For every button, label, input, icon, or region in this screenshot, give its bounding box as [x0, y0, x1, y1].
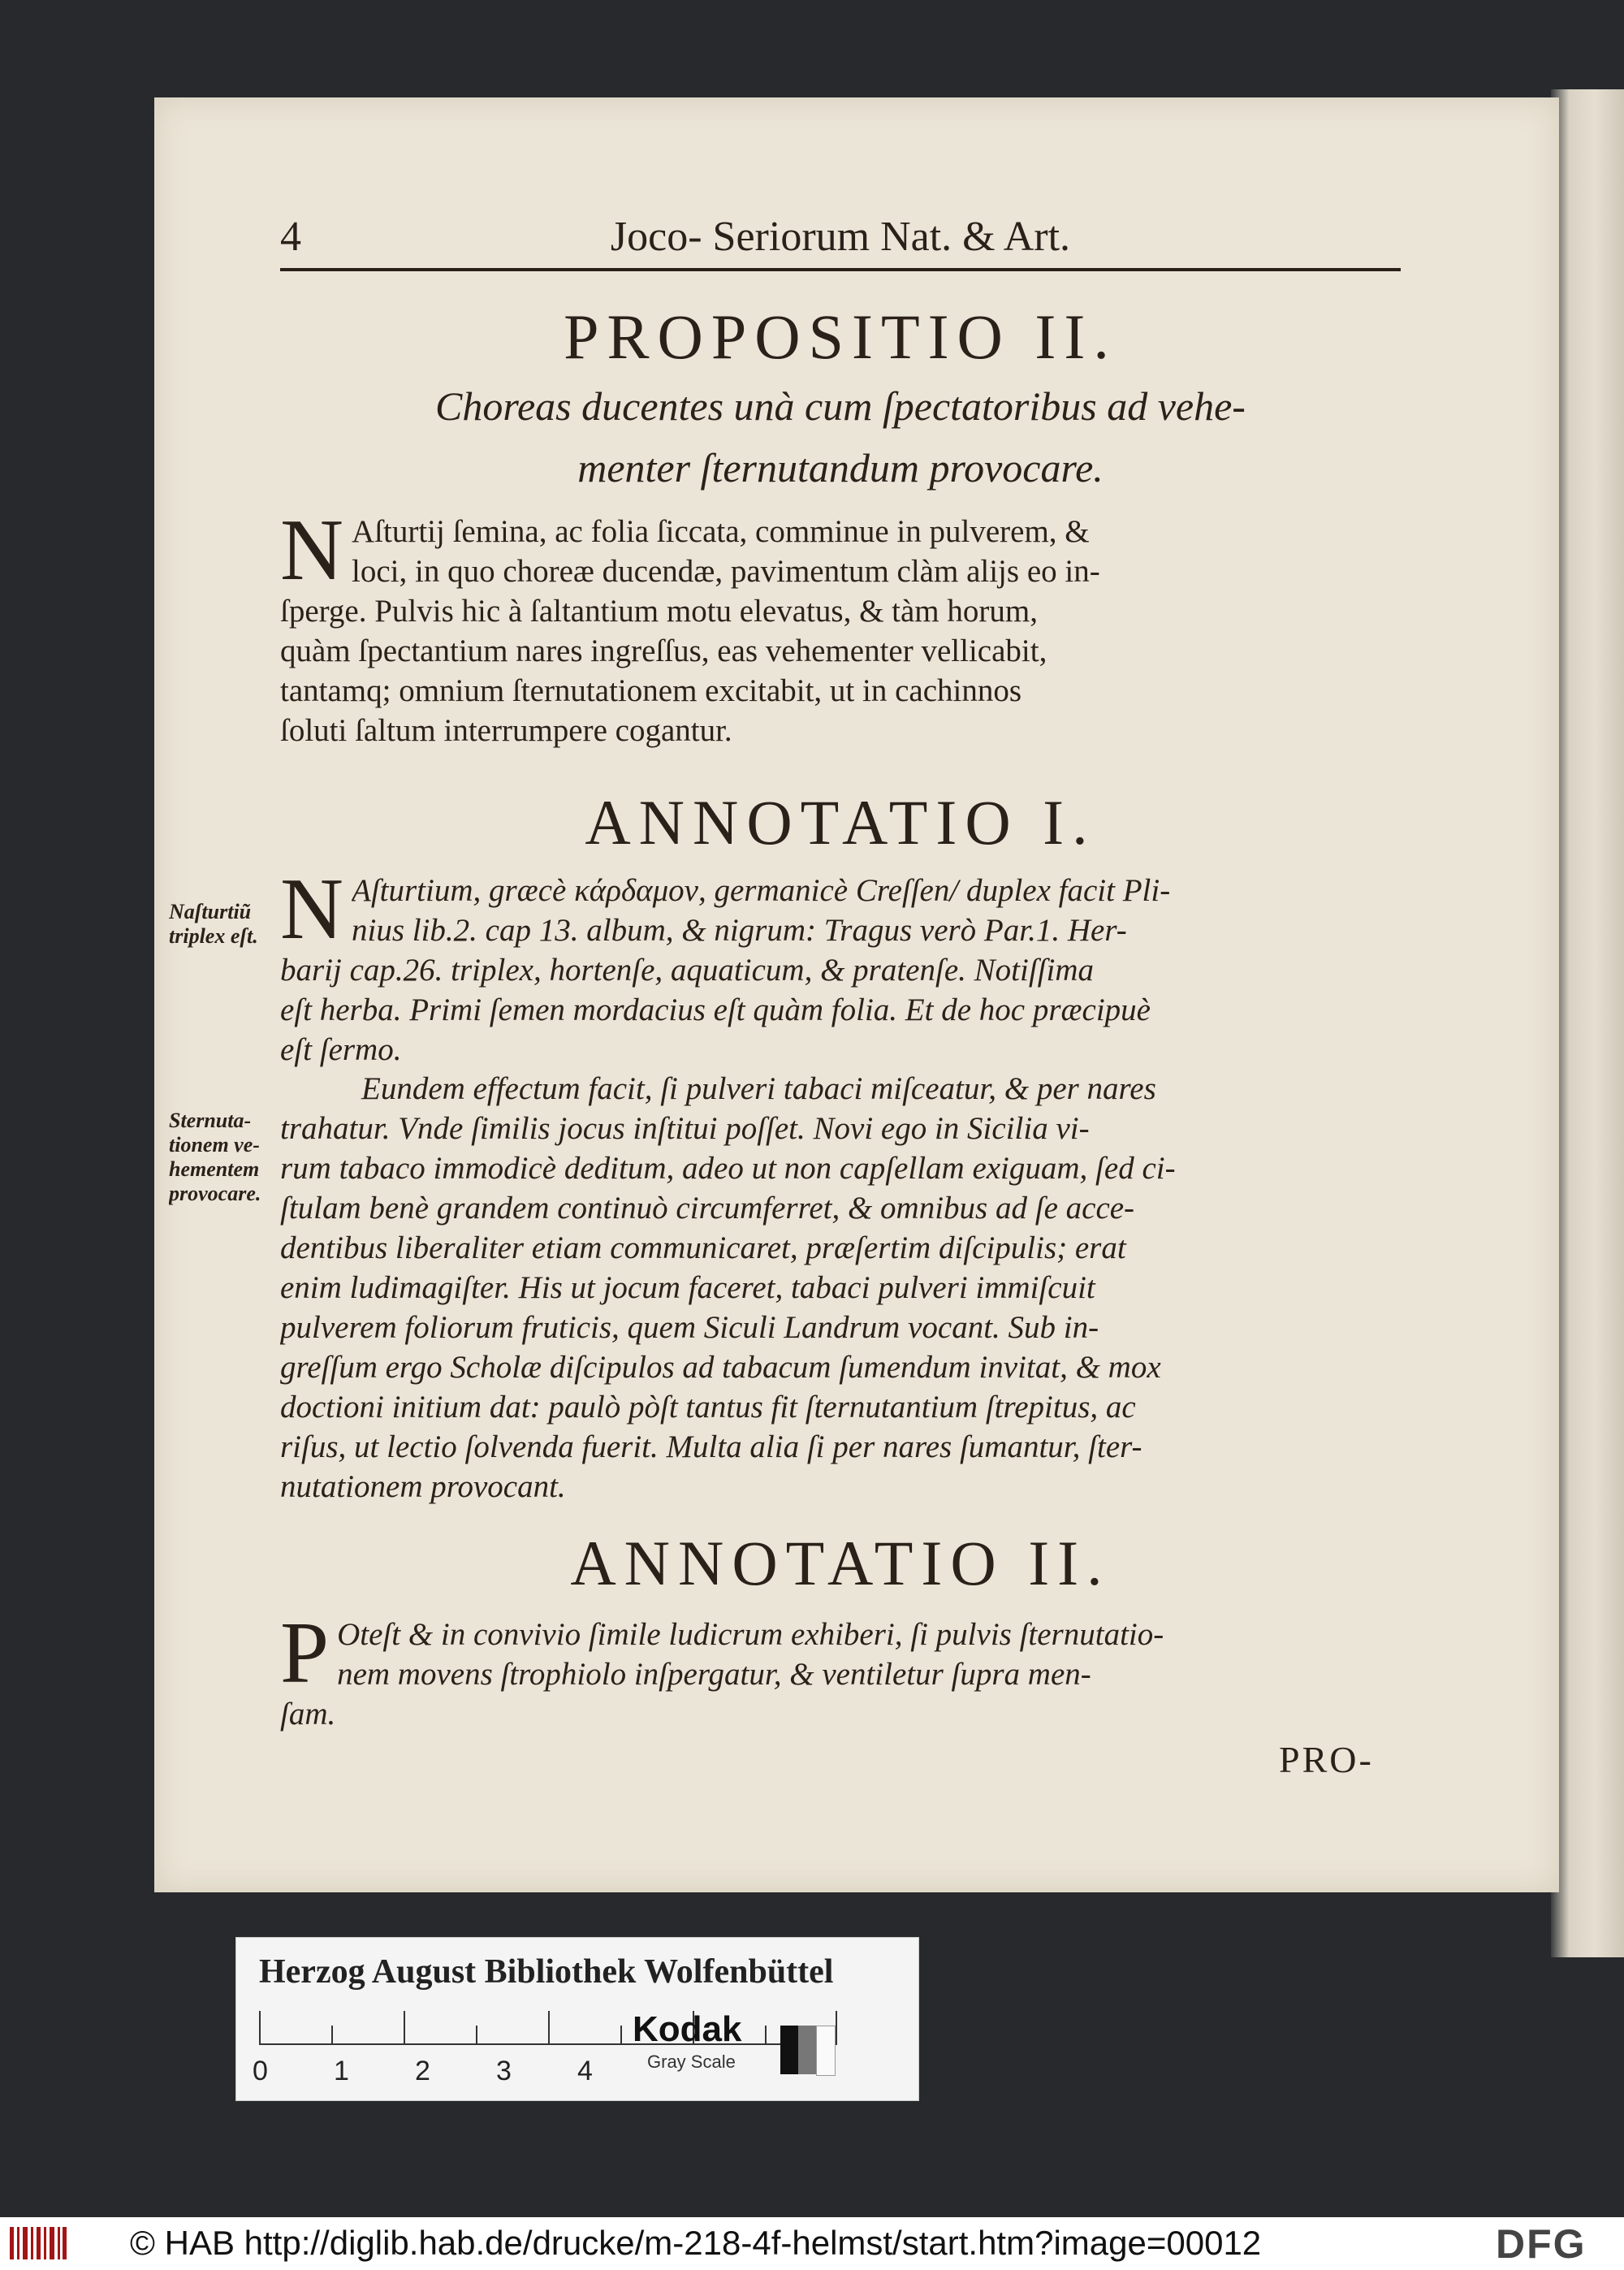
text-line: pulverem foliorum fruticis, quem Siculi Landrum vocant. Sub in-	[280, 1310, 1099, 1345]
ruler-tick	[765, 2026, 767, 2043]
facing-page-edge	[1551, 89, 1624, 1957]
subtitle-line: Choreas ducentes unà cum ſpectatoribus ad vehe-	[435, 383, 1246, 429]
text-line: Oteſt & in convivio ſimile ludicrum exhiberi, ſi pulvis ſternutatio-	[337, 1617, 1164, 1652]
margin-note-line: triplex eſt.	[169, 924, 258, 948]
ruler-number: 3	[496, 2056, 512, 2086]
ruler-number: 2	[415, 2056, 430, 2086]
gray-swatch-black	[780, 2026, 798, 2074]
text-line: nem movens ſtrophiolo inſpergatur, & ventiletur ſupra men-	[337, 1657, 1091, 1692]
margin-note-nasturtium	[169, 900, 291, 949]
propositio-subtitle	[280, 375, 1401, 499]
margin-note-line: Sternuta-	[169, 1109, 252, 1132]
annotatio-2-heading: ANNOTATIO II.	[570, 1528, 1111, 1598]
text-line: dentibus liberaliter etiam communicaret, præſertim diſcipulis; erat	[280, 1230, 1126, 1265]
text-line: quàm ſpectantium nares ingreſſus, eas vehementer vellicabit,	[280, 633, 1047, 668]
color-target-card	[235, 1937, 919, 2101]
text-line: Eundem effectum facit, ſi pulveri tabaci miſceatur, & per nares	[361, 1071, 1156, 1106]
copyright-url[interactable]: © HAB http://diglib.hab.de/drucke/m-218-4f-helmst/start.htm?image=00012	[130, 2224, 1262, 2262]
margin-note-line: tionem ve-	[169, 1133, 260, 1157]
text-line: trahatur. Vnde ſimilis jocus inſtitui poſſet. Novi ego in Sicilia vi-	[280, 1111, 1090, 1146]
text-line: barij cap.26. triplex, hortenſe, aquaticum, & pratenſe. Notiſſima	[280, 953, 1094, 988]
ruler-number: 0	[253, 2056, 268, 2086]
ruler-tick	[548, 2011, 550, 2043]
margin-note-line: provocare.	[169, 1182, 261, 1205]
ruler-number: 1	[334, 2056, 349, 2086]
dropcap: N	[280, 502, 343, 599]
dfg-logo: DFG	[1496, 2221, 1587, 2267]
text-line: enim ludimagiſter. His ut jocum faceret, tabaci pulveri immiſcuit	[280, 1270, 1095, 1305]
ruler-tick	[836, 2011, 837, 2043]
text-line: Aſturtium, græcè κάρδαμον, germanicè Creſſen/ duplex facit Pli-	[352, 873, 1171, 908]
catchword: PRO-	[1279, 1739, 1374, 1780]
ruler-number: 4	[577, 2056, 593, 2086]
ruler-tick	[404, 2011, 405, 2043]
ruler-tick	[331, 2026, 333, 2043]
ruler-tick	[620, 2026, 622, 2043]
margin-note-line: hementem	[169, 1157, 260, 1181]
gray-scale-label: Gray Scale	[647, 2052, 736, 2072]
text-line: nutationem provocant.	[280, 1469, 566, 1504]
dropcap: P	[280, 1605, 330, 1701]
library-name: Herzog August Bibliothek Wolfenbüttel	[259, 1953, 834, 1991]
annotatio-1-para-1	[280, 861, 1401, 1070]
ruler-tick	[476, 2026, 477, 2043]
page-number: 4	[280, 214, 301, 260]
text-line: ſam.	[280, 1697, 336, 1732]
gray-swatch-white	[816, 2026, 836, 2076]
text-line: nius lib.2. cap 13. album, & nigrum: Tragus verò Par.1. Her-	[352, 913, 1127, 948]
annotatio-1-para-2	[280, 1069, 1401, 1507]
dropcap: N	[280, 861, 343, 958]
page-header	[280, 213, 1401, 270]
text-line: rum tabaco immodicè deditum, adeo ut non capſellam exiguam, ſed ci-	[280, 1151, 1176, 1186]
subtitle-line: menter ſternutandum provocare.	[577, 445, 1104, 491]
propositio-text	[280, 502, 1401, 750]
kodak-logo: Kodak	[633, 2009, 742, 2049]
text-line: riſus, ut lectio ſolvenda fuerit. Multa alia ſi per nares ſumantur, ſter-	[280, 1429, 1142, 1464]
text-line: ſtulam benè grandem continuò circumferret, & omnibus ad ſe acce-	[280, 1191, 1135, 1226]
text-line: eſt ſermo.	[280, 1032, 402, 1067]
text-line: ſperge. Pulvis hic à ſaltantium motu elevatus, & tàm horum,	[280, 594, 1038, 629]
running-head: Joco- Seriorum Nat. & Art.	[610, 214, 1071, 260]
text-line: loci, in quo choreæ ducendæ, pavimentum clàm alijs eo in-	[352, 554, 1100, 589]
measurement-ruler	[259, 2011, 837, 2045]
footer-bar	[0, 2217, 1624, 2270]
gray-swatch-mid	[798, 2026, 816, 2074]
margin-note-sternutationem	[169, 1109, 291, 1206]
text-line: ſoluti ſaltum interrumpere cogantur.	[280, 713, 732, 748]
barcode-icon	[10, 2227, 67, 2259]
text-line: greſſum ergo Scholæ diſcipulos ad tabacum ſumendum invitat, & mox	[280, 1350, 1161, 1385]
text-line: doctioni initium dat: paulò pòſt tantus fit ſternutantium ſtrepitus, ac	[280, 1390, 1136, 1425]
annotatio-1-heading: ANNOTATIO I.	[585, 787, 1096, 858]
margin-note-line: Naſturtiũ	[169, 900, 252, 923]
text-line: tantamq; omnium ſternutationem excitabit, ut in cachinnos	[280, 673, 1022, 708]
text-line: eſt herba. Primi ſemen mordacius eſt quàm folia. Et de hoc præcipuè	[280, 992, 1151, 1027]
propositio-heading: PROPOSITIO II.	[564, 301, 1117, 372]
text-line: Aſturtij ſemina, ac folia ſiccata, comminue in pulverem, &	[352, 514, 1090, 549]
header-rule	[280, 268, 1401, 271]
ruler-tick	[259, 2011, 261, 2043]
annotatio-2-text	[280, 1605, 1401, 1734]
